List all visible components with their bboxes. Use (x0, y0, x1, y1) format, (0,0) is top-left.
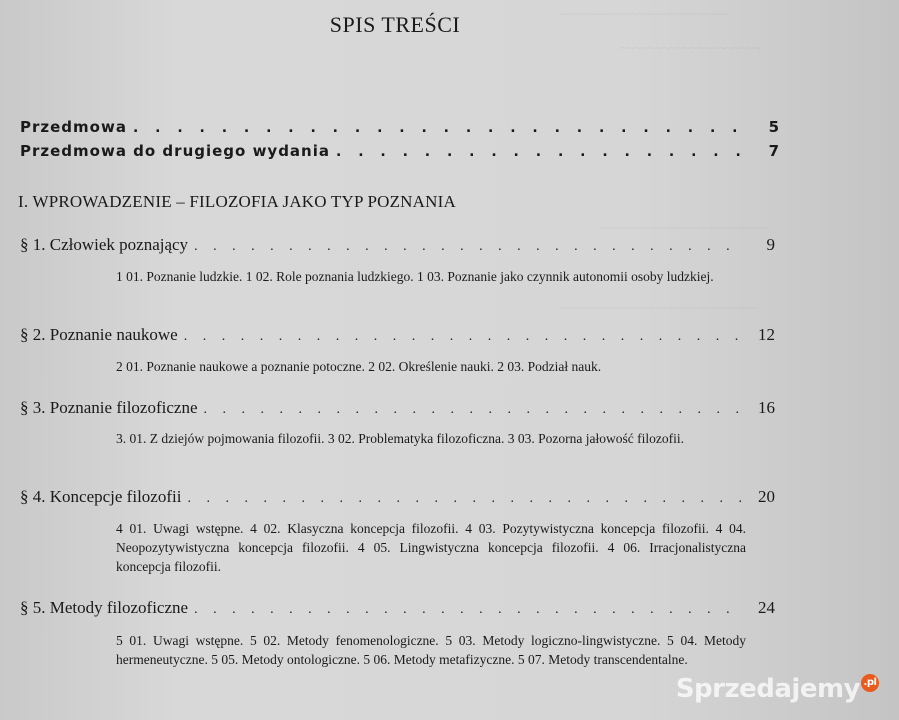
part-heading: I. WPROWADZENIE – FILOZOFIA JAKO TYP POZNANIA (18, 192, 456, 211)
bleed-through: ~~~~~~~~~~~~~~~~~~~~ (620, 40, 761, 55)
leader-dots (194, 239, 745, 255)
watermark-badge: .pl (861, 674, 879, 692)
bleed-through: ~~~~~~~~~~~~~~~~~~~~~~~~ (600, 220, 769, 235)
bleed-through: ~~~~~~~~~~~~~~~~~~~~~~~~ (560, 6, 729, 21)
section-label: § 2. Poznanie naukowe (20, 325, 178, 344)
section-label: § 3. Poznanie filozoficzne (20, 398, 198, 417)
leader-dots (194, 602, 745, 618)
section-label: § 1. Człowiek poznający (20, 235, 189, 254)
toc-section-1[interactable] (20, 235, 775, 259)
section-description: 3. 01. Z dziejów pojmowania filozofii. 3 02. Problematyka filozoficzna. 3 03. Pozorna jałowość filozofii. (116, 431, 684, 446)
toc-section-3[interactable] (20, 398, 775, 422)
section-page: 9 (766, 235, 775, 254)
section-description: 5 01. Uwagi wstępne. 5 02. Metody fenomenologiczne. 5 03. Metody logiczno-lingwistyczne. 5 04. Metody hermeneutyczne. 5 05. Metody ontologiczne. 5 06. Metody metafizyczne. 5 07. Metody transcendentalne. (116, 633, 746, 667)
toc-section-5[interactable] (20, 598, 775, 622)
leader-dots (336, 144, 750, 160)
toc-entry-second-preface[interactable] (20, 142, 780, 164)
section-page: 24 (758, 598, 775, 617)
leader-dots (133, 120, 750, 136)
site-watermark (676, 674, 879, 704)
toc-section-4[interactable] (20, 487, 775, 511)
section-page: 12 (758, 325, 775, 344)
toc-entry-page: 5 (768, 118, 780, 136)
toc-entry-page: 7 (768, 142, 780, 160)
section-description: 2 01. Poznanie naukowe a poznanie potoczne. 2 02. Określenie nauki. 2 03. Podział nauk. (116, 359, 602, 374)
leader-dots (204, 402, 746, 418)
section-page: 20 (758, 487, 775, 506)
section-page: 16 (758, 398, 775, 417)
section-description: 1 01. Poznanie ludzkie. 1 02. Role poznania ludzkiego. 1 03. Poznanie jako czynnik autonomii osoby ludzkiej. (116, 269, 714, 284)
toc-entry-label: Przedmowa (20, 118, 127, 136)
watermark-text: Sprzedajemy (675, 674, 860, 704)
section-label: § 4. Koncepcje filozofii (20, 487, 182, 506)
toc-section-2[interactable] (20, 325, 775, 349)
page-title: SPIS TREŚCI (329, 12, 461, 37)
bleed-through: ~~~~~~~~~~~~~~~~~~~~~~~~~~~~ (560, 300, 757, 315)
leader-dots (184, 329, 745, 345)
section-description: 4 01. Uwagi wstępne. 4 02. Klasyczna koncepcja filozofii. 4 03. Pozytywistyczna koncepcja filozofii. 4 04. Neopozytywistyczna koncepcja filozofii. 4 05. Lingwistyczna koncepcja filozofii. 4 06. Irracjonalistyczna koncepcja filozofii. (116, 521, 746, 574)
toc-entry-label: Przedmowa do drugiego wydania (20, 142, 331, 160)
section-label: § 5. Metody filozoficzne (20, 598, 189, 617)
leader-dots (187, 491, 745, 507)
toc-entry-preface[interactable] (20, 118, 780, 140)
